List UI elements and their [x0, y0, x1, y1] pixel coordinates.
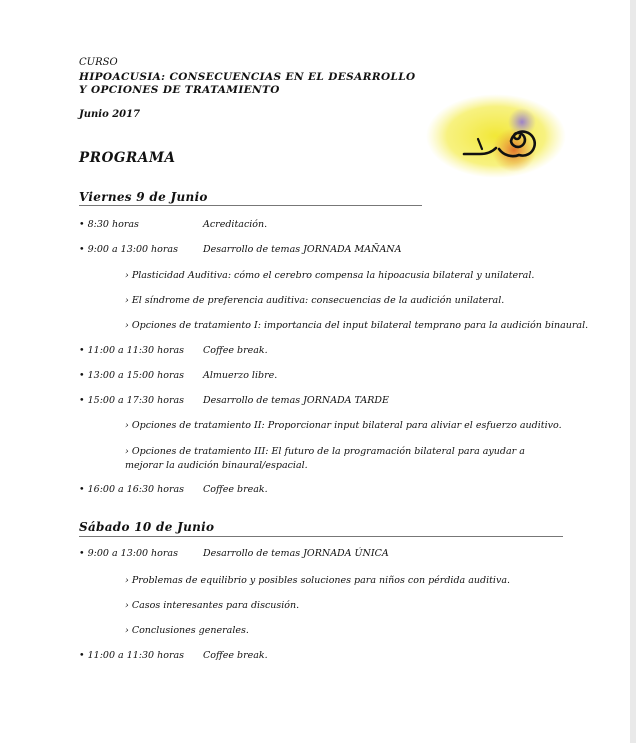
row-desc: Almuerzo libre.	[203, 370, 278, 381]
course-label: CURSO	[79, 57, 118, 68]
row-desc: Acreditación.	[203, 219, 268, 230]
row-time: • 16:00 a 16:30 horas	[79, 484, 185, 495]
schedule-subitem: › Problemas de equilibrio y posibles soluciones para niños con pérdida auditiva.	[125, 575, 511, 586]
schedule-subitem: › Casos interesantes para discusión.	[125, 600, 300, 611]
schedule-subitem: › El síndrome de preferencia auditiva: consecuencias de la audición unilateral.	[125, 295, 505, 306]
row-time: • 11:00 a 11:30 horas	[79, 650, 185, 661]
page-edge	[630, 0, 636, 743]
course-title-line1: HIPOACUSIA: CONSECUENCIAS EN EL DESARROLLO	[79, 71, 416, 83]
row-time: • 8:30 horas	[79, 219, 139, 230]
row-time: • 11:00 a 11:30 horas	[79, 345, 185, 356]
row-time: • 9:00 a 13:00 horas	[79, 548, 178, 559]
row-time: • 13:00 a 15:00 horas	[79, 370, 185, 381]
course-date: Junio 2017	[79, 109, 141, 120]
schedule-subitem: › Opciones de tratamiento I: importancia del input bilateral temprano para la audición binaural.	[125, 320, 589, 331]
row-time: • 9:00 a 13:00 horas	[79, 244, 178, 255]
snail-logo-icon	[424, 92, 566, 192]
row-desc: Coffee break.	[203, 345, 268, 356]
row-desc: Desarrollo de temas JORNADA TARDE	[203, 395, 389, 406]
row-time: • 15:00 a 17:30 horas	[79, 395, 185, 406]
course-title-line2: Y OPCIONES DE TRATAMIENTO	[79, 84, 280, 96]
schedule-subitem: › Opciones de tratamiento III: El futuro de la programación bilateral para ayudar a mejorar la audición binaural/espacial.	[125, 446, 525, 471]
day2-title: Sábado 10 de Junio	[79, 520, 215, 534]
schedule-subitem: › Conclusiones generales.	[125, 625, 249, 636]
program-heading: PROGRAMA	[79, 150, 176, 166]
day1-title: Viernes 9 de Junio	[79, 190, 208, 204]
row-desc: Desarrollo de temas JORNADA ÚNICA	[203, 548, 389, 559]
row-desc: Desarrollo de temas JORNADA MAÑANA	[203, 244, 402, 255]
schedule-subitem: › Plasticidad Auditiva: cómo el cerebro compensa la hipoacusia bilateral y unilateral.	[125, 270, 535, 281]
row-desc: Coffee break.	[203, 650, 268, 661]
row-desc: Coffee break.	[203, 484, 268, 495]
schedule-subitem: › Opciones de tratamiento II: Proporcionar input bilateral para aliviar el esfuerzo auditivo.	[125, 420, 562, 431]
day2-rule	[79, 536, 563, 537]
day1-rule	[79, 205, 422, 206]
